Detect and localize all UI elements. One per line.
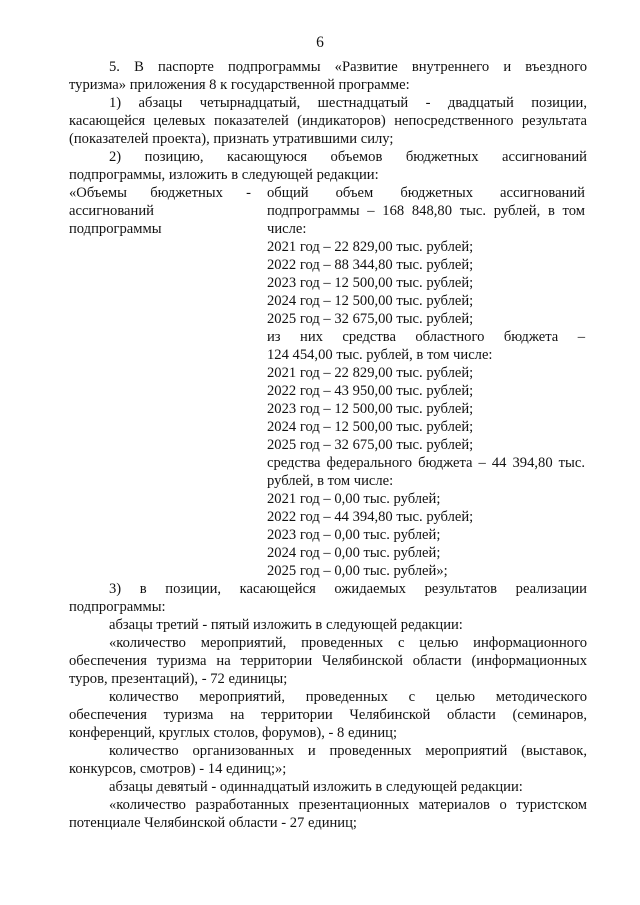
budget-year-line: 2025 год – 0,00 тыс. рублей»;	[267, 563, 448, 579]
text-line: подпрограммы:	[69, 599, 166, 615]
page-number: 6	[316, 34, 324, 51]
text-line: конкурсов, смотров) - 14 единиц;»;	[69, 761, 287, 777]
budget-year-line: 2024 год – 0,00 тыс. рублей;	[267, 545, 441, 561]
text-line: туризма» приложения 8 к государственной программе:	[69, 77, 410, 93]
text-line: числе:	[267, 221, 307, 237]
budget-allocation-values	[267, 184, 585, 580]
budget-year-line: 2021 год – 22 829,00 тыс. рублей;	[267, 239, 474, 255]
text-line: туров, презентаций), - 72 единицы;	[69, 671, 288, 687]
paragraph-item-1	[69, 94, 587, 148]
document-body	[69, 58, 587, 832]
text-line: подпрограммы	[69, 221, 162, 237]
budget-year-line: 2025 год – 32 675,00 тыс. рублей;	[267, 437, 474, 453]
text-line: абзацы третий - пятый изложить в следующей редакции:	[109, 617, 463, 633]
budget-year-line: 2023 год – 12 500,00 тыс. рублей;	[267, 275, 474, 291]
text-line: 2) позицию, касающуюся объемов бюджетных ассигнований	[109, 149, 587, 165]
paragraph-events-info	[69, 634, 587, 688]
text-line: ассигнований	[69, 203, 154, 219]
budget-year-line: 2022 год – 88 344,80 тыс. рублей;	[267, 257, 474, 273]
text-line: 1) абзацы четырнадцатый, шестнадцатый - двадцатый позиции,	[109, 95, 587, 111]
paragraph-presentations	[69, 796, 587, 832]
budget-allocation-block	[69, 184, 587, 580]
paragraph-intro	[69, 58, 587, 94]
paragraph-item-2	[69, 148, 587, 184]
text-line: рублей, в том числе:	[267, 473, 394, 489]
text-line: 5. В паспорте подпрограммы «Развитие внутреннего и въездного	[109, 59, 587, 75]
text-line: обеспечения туризма на территории Челябинской области (семинаров,	[69, 707, 587, 723]
text-line: общий объем бюджетных ассигнований	[267, 185, 585, 201]
paragraph-events-method	[69, 688, 587, 742]
text-line: подпрограммы – 168 848,80 тыс. рублей, в том	[267, 203, 585, 219]
budget-year-line: 2023 год – 0,00 тыс. рублей;	[267, 527, 441, 543]
text-line: «количество мероприятий, проведенных с целью информационного	[109, 635, 587, 651]
budget-year-line: 2022 год – 44 394,80 тыс. рублей;	[267, 509, 474, 525]
text-line: количество организованных и проведенных мероприятий (выставок,	[109, 743, 587, 759]
text-line: подпрограммы, изложить в следующей редакции:	[69, 167, 379, 183]
paragraph-third-fifth	[69, 616, 587, 634]
budget-year-line: 2024 год – 12 500,00 тыс. рублей;	[267, 293, 474, 309]
budget-year-line: 2023 год – 12 500,00 тыс. рублей;	[267, 401, 474, 417]
budget-year-line: 2021 год – 22 829,00 тыс. рублей;	[267, 365, 474, 381]
budget-year-line: 2021 год – 0,00 тыс. рублей;	[267, 491, 441, 507]
budget-year-line: 2025 год – 32 675,00 тыс. рублей;	[267, 311, 474, 327]
text-line: «Объемы бюджетных -	[69, 185, 251, 201]
text-line: обеспечения туризма на территории Челябинской области (информационных	[69, 653, 587, 669]
text-line: (показателей проекта), признать утратившими силу;	[69, 131, 394, 147]
paragraph-events-org	[69, 742, 587, 778]
text-line: касающейся целевых показателей (индикаторов) непосредственного результата	[69, 113, 587, 129]
text-line: количество мероприятий, проведенных с целью методического	[109, 689, 587, 705]
text-line: «количество разработанных презентационных материалов о туристском	[109, 797, 587, 813]
paragraph-item-3	[69, 580, 587, 616]
text-line: конференций, круглых столов, форумов), - 8 единиц;	[69, 725, 398, 741]
budget-allocation-label	[69, 184, 251, 580]
paragraph-ninth-eleventh	[69, 778, 587, 796]
text-line: из них средства областного бюджета –	[267, 329, 585, 345]
text-line: абзацы девятый - одиннадцатый изложить в следующей редакции:	[109, 779, 523, 795]
budget-year-line: 2022 год – 43 950,00 тыс. рублей;	[267, 383, 474, 399]
text-line: потенциале Челябинской области - 27 единиц;	[69, 815, 357, 831]
text-line: 3) в позиции, касающейся ожидаемых результатов реализации	[109, 581, 587, 597]
budget-year-line: 2024 год – 12 500,00 тыс. рублей;	[267, 419, 474, 435]
text-line: 124 454,00 тыс. рублей, в том числе:	[267, 347, 493, 363]
text-line: средства федерального бюджета – 44 394,80 тыс.	[267, 455, 585, 471]
